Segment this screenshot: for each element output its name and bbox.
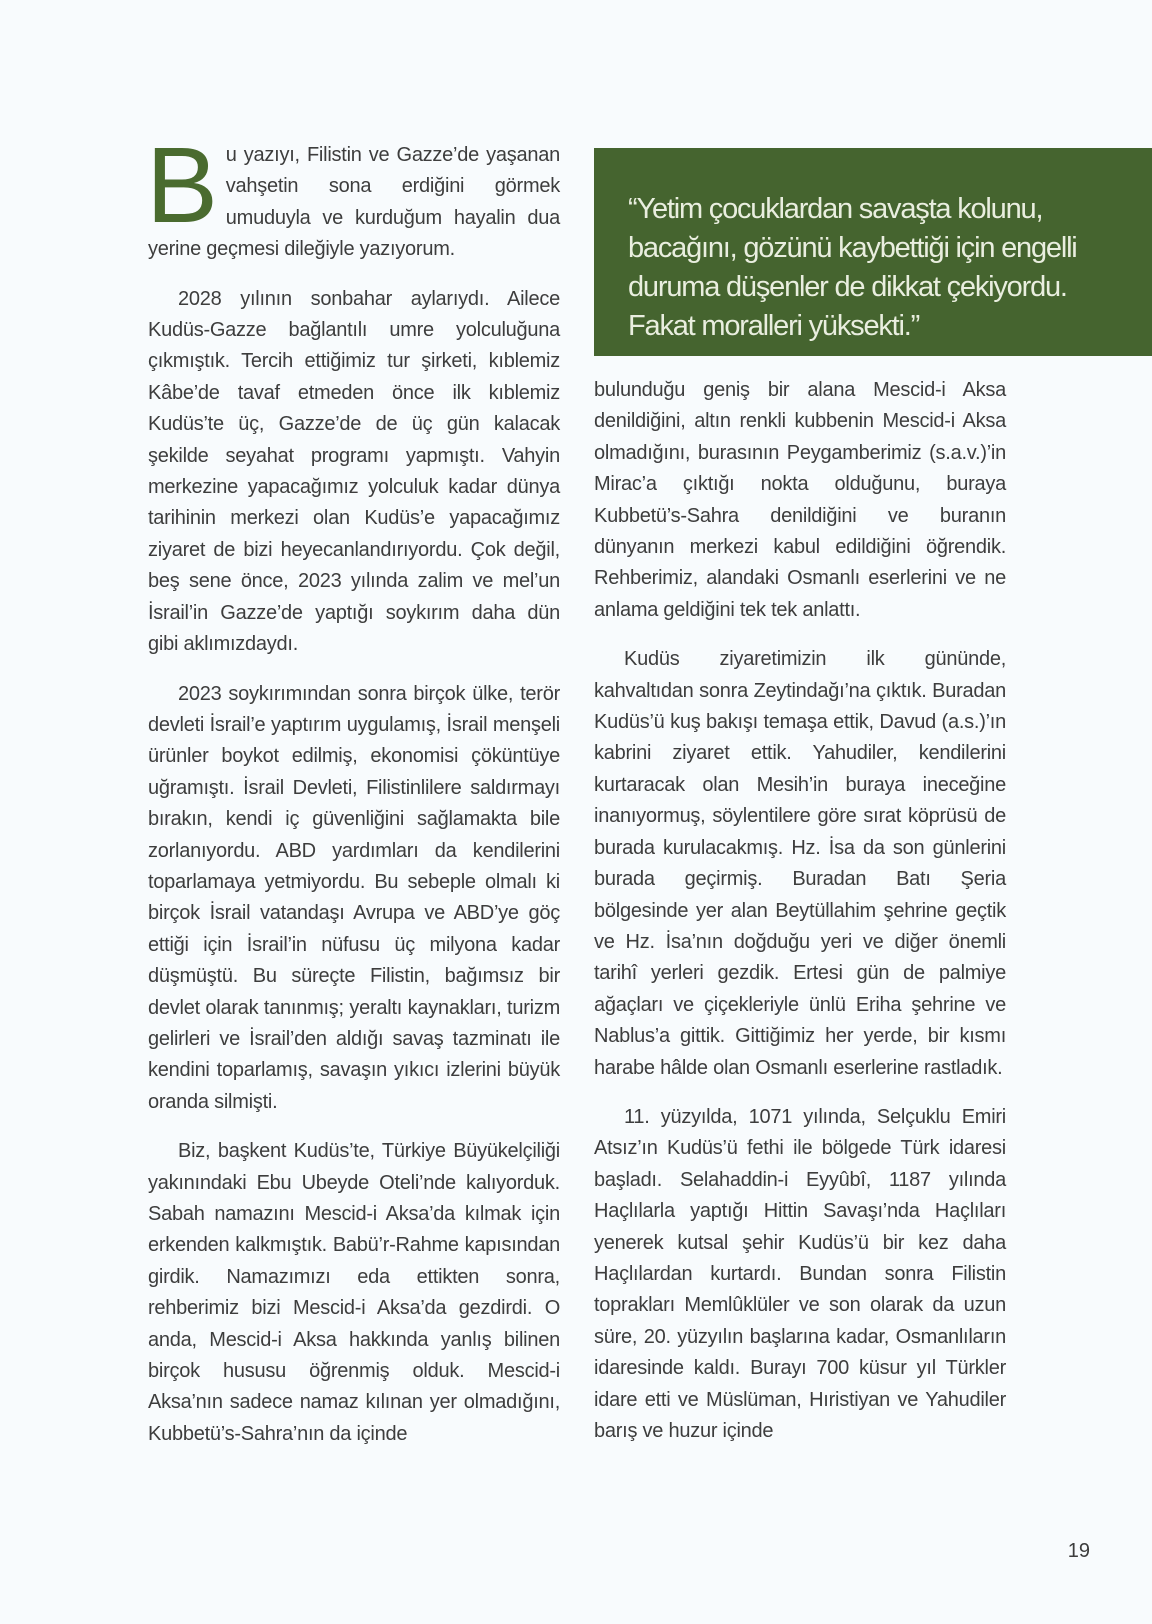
body-paragraph: 2028 yılının sonbahar aylarıydı. Ailece Kudüs-Gazze bağlantılı umre yolculuğuna çıkmıştık. Tercih ettiğimiz tur şirketi, kıblemiz Kâbe’de tavaf etmeden önce ilk kıblemiz Kudüs’te üç, Gazze’de de üç gün kalacak şekilde seyahat programı yapmıştı. Vahyin merkezine yapacağımız yolculuk kadar dünya tarihinin merkezi olan Kudüs’e yapacağımız ziyaret de bizi heyecanlandırıyordu. Çok değil, beş sene önce, 2023 yılında zalim ve mel’un İsrail’in Gazze’de yaptığı soykırım daha dün gibi aklımızdaydı. xyxy=(148,287,560,656)
intro-paragraph xyxy=(146,124,560,266)
pull-quote-text: “Yetim çocuklardan savaşta kolunu, bacağını, gözünü kaybettiği için engelli duruma düşenler de dikkat çekiyordu. Fakat moralleri yüksekti.” xyxy=(628,193,1077,342)
page-number: 19 xyxy=(1067,1540,1090,1562)
pull-quote-box xyxy=(594,148,1152,356)
body-paragraph: 2023 soykırımından sonra birçok ülke, terör devleti İsrail’e yaptırım uygulamış, İsrail menşeli ürünler boykot edilmiş, ekonomisi çöküntüye uğramıştı. İsrail Devleti, Filistinlilere saldırmayı bırakın, kendi iç güvenliğini sağlamakta bile zorlanıyordu. ABD yardımları da kendilerini toparlamaya yetmiyordu. Bu sebeple olmalı ki birçok İsrail vatandaşı Avrupa ve ABD’ye göç ettiği için İsrail’in nüfusu üç milyona kadar düşmüştü. Bu süreçte Filistin, bağımsız bir devlet olarak tanınmış; yeraltı kaynakları, turizm gelirleri ve İsrail’den aldığı savaş tazminatı ile kendini toparlamış, savaşın yıkıcı izlerini büyük oranda silmişti. xyxy=(148,682,560,1113)
body-paragraph: 11. yüzyılda, 1071 yılında, Selçuklu Emiri Atsız’ın Kudüs’ü fethi ile bölgede Türk idaresi başladı. Selahaddin-i Eyyûbî, 1187 yılında Haçlılarla yaptığı Hittin Savaşı’nda Haçlıları yenerek kutsal şehir Kudüs’ü bir kez daha Haçlılardan kurtardı. Bundan sonra Filistin toprakları Memlûklüler ve son olarak da uzun süre, 20. yüzyılın başlarına kadar, Osmanlıların idaresinde kaldı. Burayı 700 küsur yıl Türkler idare etti ve Müslüman, Hıristiyan ve Yahudiler barış ve huzur içinde xyxy=(594,1105,1006,1442)
intro-paragraph-text: u yazıyı, Filistin ve Gazze’de yaşanan vahşetin sona erdiğini görmek umuduyla ve kurduğum hayalin dua yerine geçmesi dileğiyle yazıyorum. xyxy=(148,144,560,261)
body-paragraph: Biz, başkent Kudüs’te, Türkiye Büyükelçiliği yakınındaki Ebu Ubeyde Oteli’nde kalıyorduk. Sabah namazını Mescid-i Aksa’da kılmak için erkenden kalkmıştık. Babü’r-Rahme kapısından girdik. Namazımızı eda ettikten sonra, rehberimiz bizi Mescid-i Aksa’da gezdirdi. O anda, Mescid-i Aksa hakkında yanlış bilinen birçok hususu öğrenmiş olduk. Mescid-i Aksa’nın sadece namaz kılınan yer olmadığını, Kubbetü’s-Sahra’nın da içinde xyxy=(148,1140,560,1445)
continued-paragraph: bulunduğu geniş bir alana Mescid-i Aksa denildiğini, altın renkli kubbenin Mescid-i Aksa olmadığını, burasının Peygamberimiz (s.a.v.)’in Mirac’a çıktığı nokta olduğunu, buraya Kubbetü’s-Sahra denildiğini ve buranın dünyanın merkezi kabul edildiğini öğrendik. Rehberimiz, alandaki Osmanlı eserlerini ve ne anlama geldiğini tek tek anlattı. xyxy=(594,379,1006,621)
left-column xyxy=(146,124,560,1468)
drop-cap: B xyxy=(146,124,218,245)
right-column xyxy=(594,375,1006,1465)
body-paragraph: Kudüs ziyaretimizin ilk gününde, kahvaltıdan sonra Zeytindağı’na çıktık. Buradan Kudüs’ü kuş bakışı temaşa ettik, Davud (a.s.)’ın kabrini ziyaret ettik. Yahudiler, kendilerini kurtaracak olan Mesih’in buraya ineceğine inanıyormuş, söylentilere göre sırat köprüsü de burada kurulacakmış. Hz. İsa da son günlerini burada geçirmiş. Buradan Batı Şeria bölgesinde yer alan Beytüllahim şehrine geçtik ve Hz. İsa’nın doğduğu yeri ve diğer önemli tarihî yerleri gezdik. Ertesi gün de palmiye ağaçları ve çiçekleriyle ünlü Eriha şehrine ve Nablus’a gittik. Gittiğimiz her yerde, bir kısmı harabe hâlde olan Osmanlı eserlerine rastladık. xyxy=(594,648,1006,1079)
